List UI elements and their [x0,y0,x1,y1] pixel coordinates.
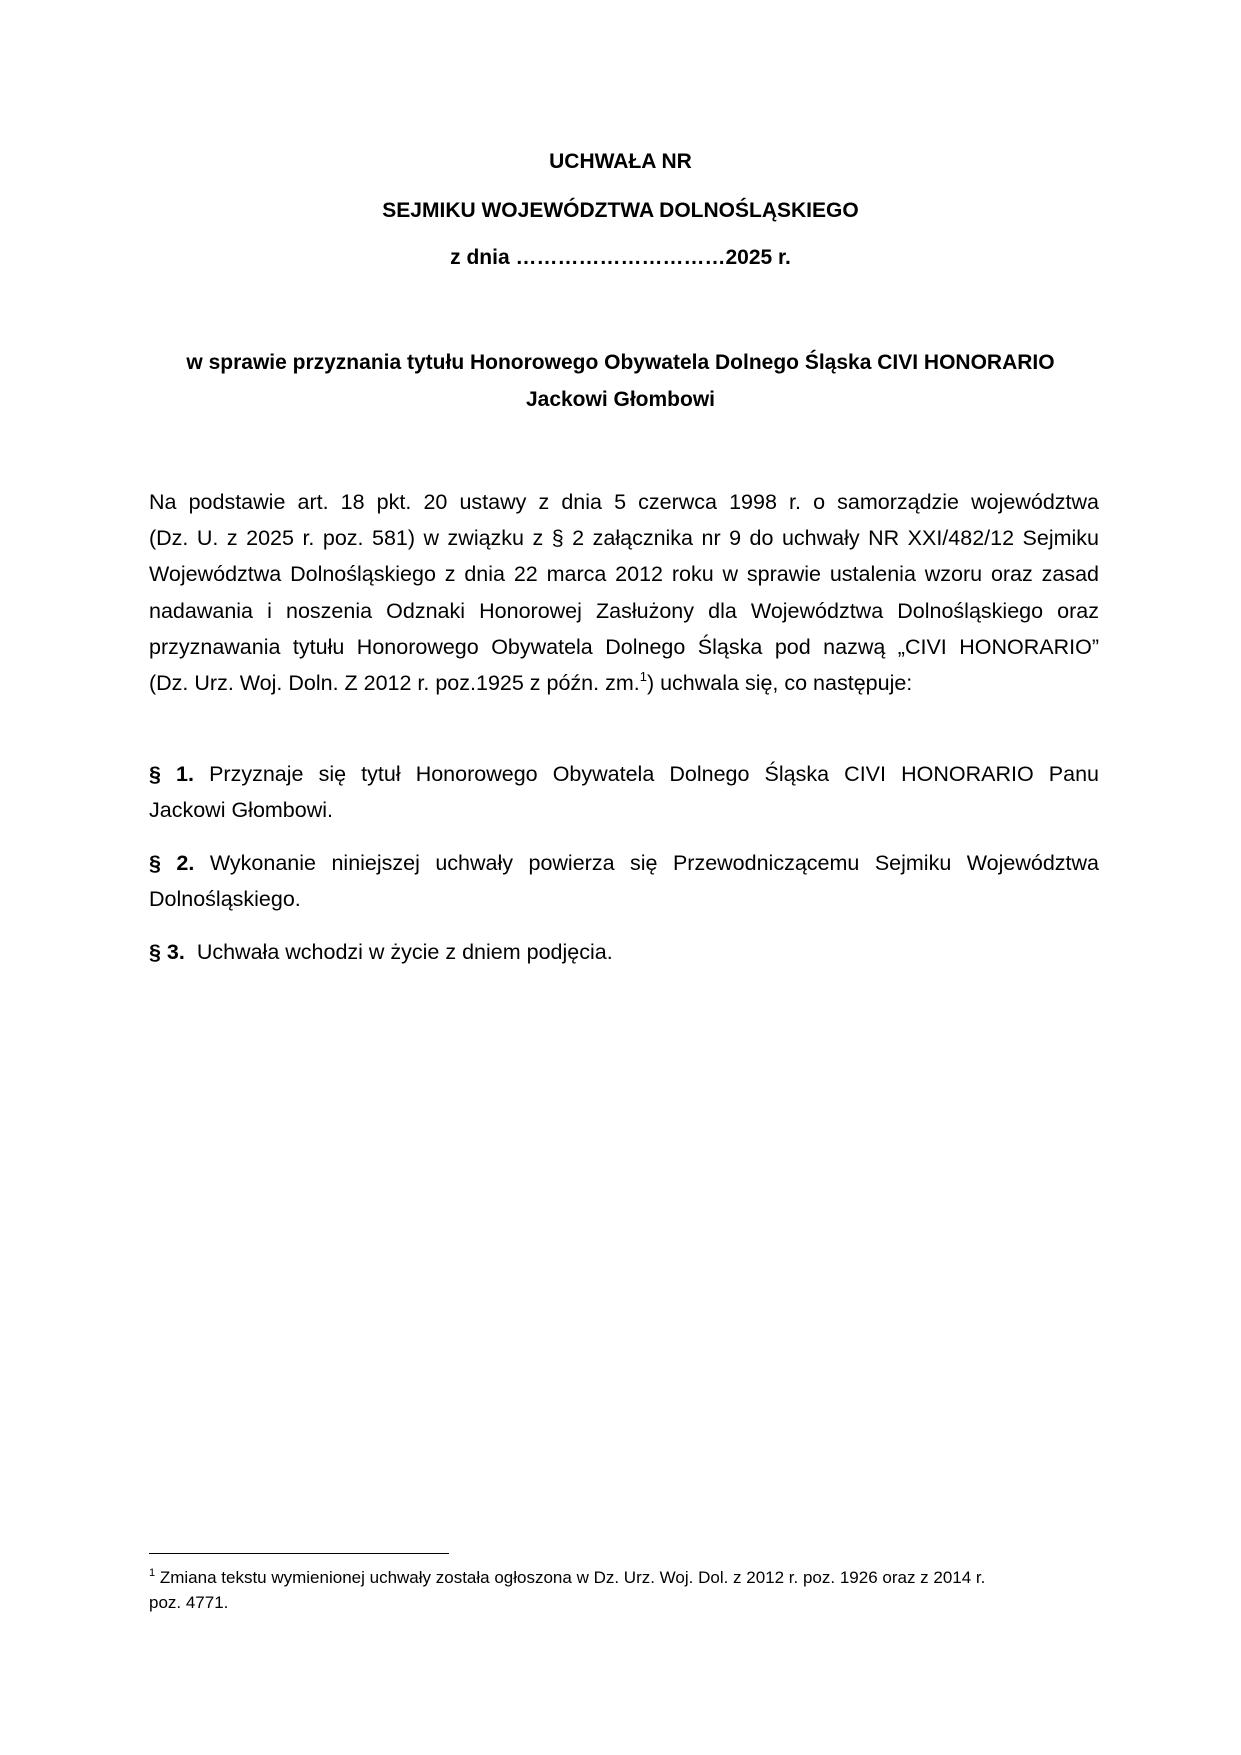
paragraph-1-text: Przyznaje się tytuł Honorowego Obywatela Dolnego Śląska CIVI HONORARIO Panu [209,762,1099,786]
footnote-separator [149,1553,449,1554]
resolution-issuer: SEJMIKU WOJEWÓDZTWA DOLNOŚLĄSKIEGO [382,199,859,222]
footnote-reference: 1 [639,669,647,685]
legal-basis-last-line-start: (Dz. Urz. Woj. Doln. Z 2012 r. poz.1925 z późn. zm. [149,671,640,696]
paragraph-1-line-2: Jackowi Głombowi. [149,798,333,822]
resolution-title: UCHWAŁA NR [549,150,692,173]
paragraph-2 [149,845,1099,917]
paragraph-2-text: Wykonanie niniejszej uchwały powierza się Przewodniczącemu Sejmiku Województwa [209,851,1099,875]
legal-basis-line: (Dz. U. z 2025 r. poz. 581) w związku z § 2 załącznika nr 9 do uchwały NR XXI/482/12 Sejmiku [149,526,1099,551]
paragraph-2-line-2: Dolnośląskiego. [149,887,301,911]
paragraph-1-number: § 1. [149,762,194,786]
resolution-date: z dnia …………………………2025 r. [450,246,791,269]
footnote-text: Zmiana tekstu wymienionej uchwały została ogłoszona w Dz. Urz. Woj. Dol. z 2012 r. poz. 1926 oraz z 2014 r. [159,1568,986,1587]
paragraph-3-line-1 [149,934,1099,970]
footnote-line-2: poz. 4771. [149,1593,229,1612]
legal-basis-line: nadawania i noszenia Odznaki Honorowej Zasłużony dla Województwa Dolnośląskiego oraz [149,598,1099,623]
legal-basis-line: Na podstawie art. 18 pkt. 20 ustawy z dnia 5 czerwca 1998 r. o samorządzie województwa [149,490,1099,514]
paragraph-3-text: Uchwała wchodzi w życie z dniem podjęcia. [196,940,613,964]
subject-line-1: w sprawie przyznania tytułu Honorowego Obywatela Dolnego Śląska CIVI HONORARIO [186,351,1055,374]
footnote-line-1 [149,1565,1099,1590]
subject-line-2: Jackowi Głombowi [525,388,716,411]
legal-basis-last-line [149,665,1099,701]
footnote-marker: 1 [149,1567,156,1579]
paragraph-1 [149,756,1099,828]
paragraph-3 [149,934,1099,970]
paragraph-1-line-1 [149,756,1099,792]
legal-basis-line: przyznawania tytułu Honorowego Obywatela Dolnego Śląska pod nazwą „CIVI HONORARIO” [149,634,1099,659]
legal-basis [149,484,1099,701]
resolution-subject [140,344,1101,418]
paragraph-3-number: § 3. [149,940,185,964]
legal-basis-last-line-end: ) uchwala się, co następuje: [646,671,913,696]
legal-basis-line: Województwa Dolnośląskiego z dnia 22 marca 2012 roku w sprawie ustalenia wzoru oraz zasad [149,562,1099,587]
paragraph-2-line-1 [149,845,1099,881]
footnote [149,1565,1099,1615]
paragraph-2-number: § 2. [149,851,195,875]
